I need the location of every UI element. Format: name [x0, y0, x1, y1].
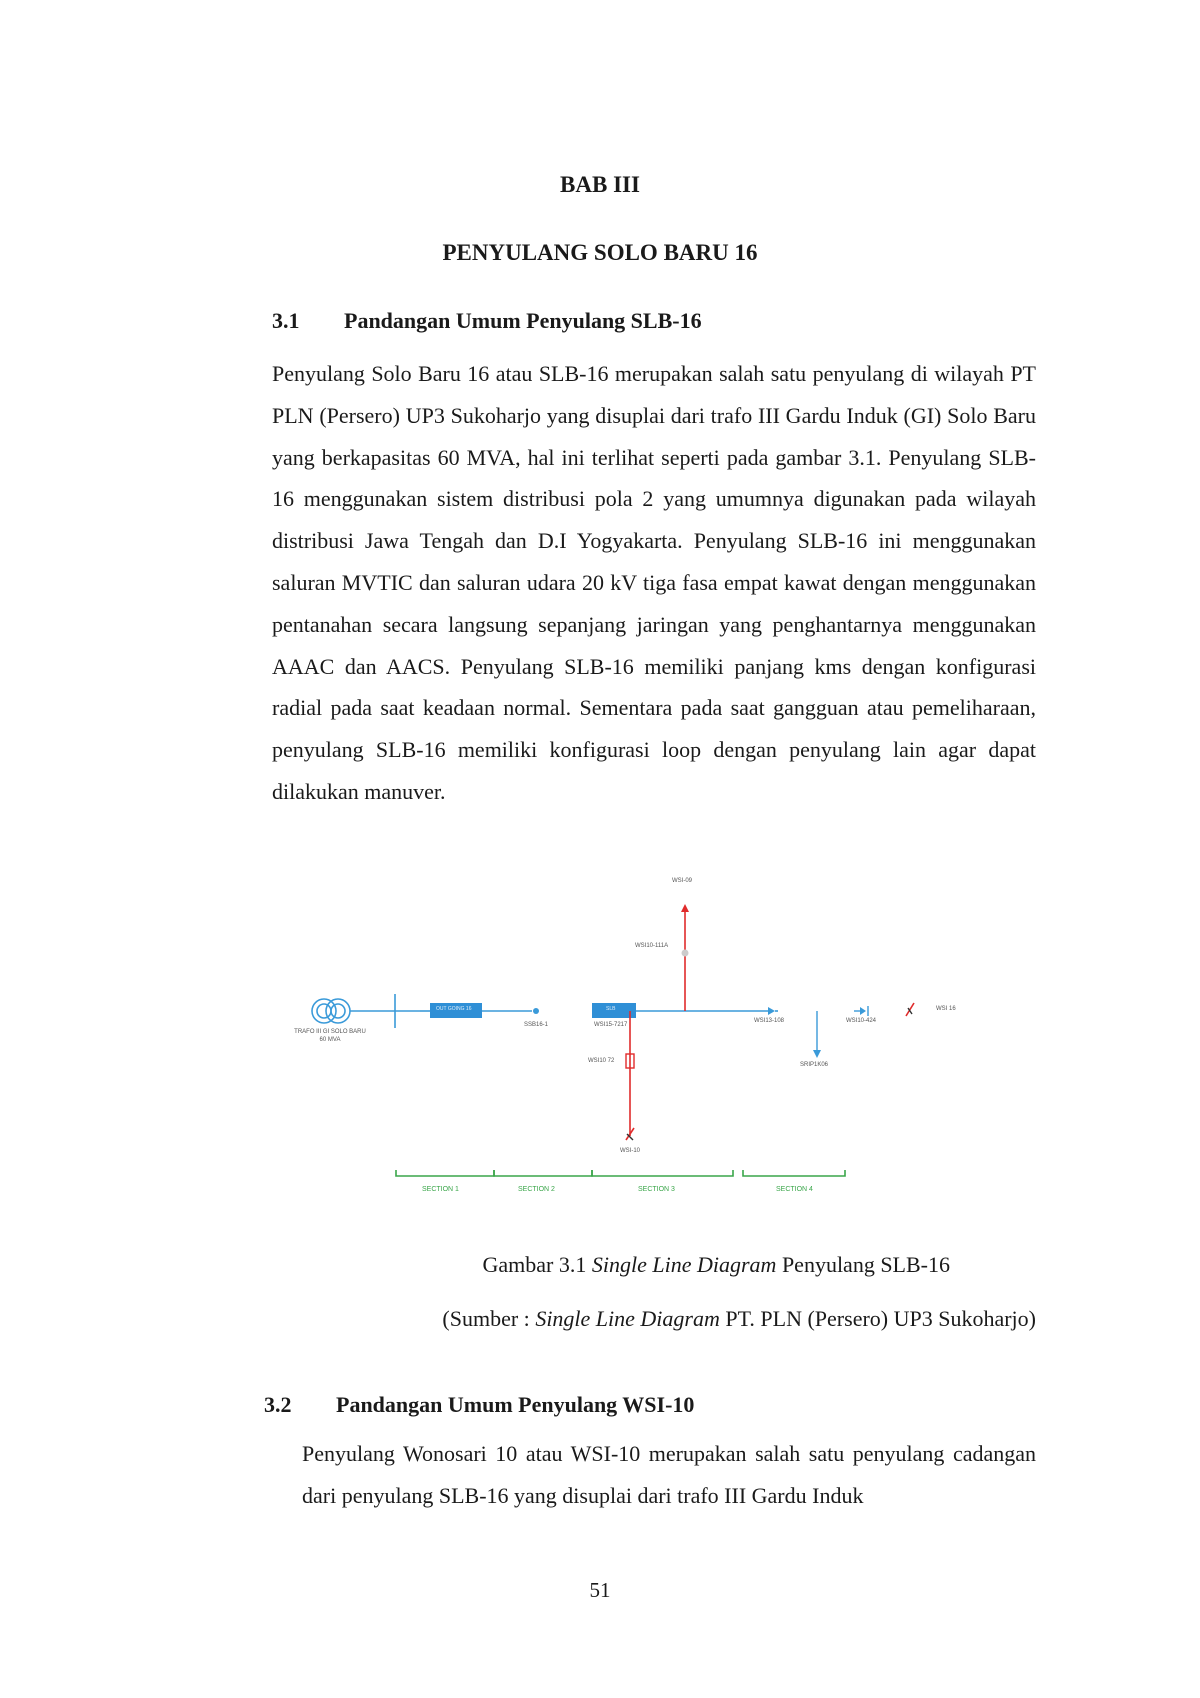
switch4-symbol [860, 1007, 866, 1015]
label-branch-down: SRIP1K06 [800, 1062, 829, 1068]
label-section-1: SECTION 1 [422, 1186, 459, 1193]
source-prefix: (Sumber : [442, 1306, 536, 1331]
figure-source [272, 1306, 1036, 1332]
label-top-switch: WSI10-111A [635, 943, 669, 949]
label-section-3: SECTION 3 [638, 1186, 675, 1193]
label-trafo [280, 1028, 380, 1044]
label-switch1: SSB16-1 [524, 1022, 549, 1028]
label-trafo-name: TRAFO III GI SOLO BARU [294, 1029, 366, 1035]
label-top-end: WSI-09 [672, 878, 693, 884]
caption-italic: Single Line Diagram [591, 1252, 777, 1277]
switch1-symbol [533, 1008, 539, 1014]
section-heading-3-1 [272, 308, 702, 334]
label-bottom-end: WSI-10 [620, 1148, 641, 1154]
section-number: 3.1 [272, 308, 300, 333]
caption-suffix: Penyulang SLB-16 [776, 1252, 950, 1277]
label-switch2: WSI15-7217 [594, 1022, 628, 1028]
arrow-down-icon [813, 1050, 821, 1058]
label-section-2: SECTION 2 [518, 1186, 555, 1193]
source-suffix: PT. PLN (Persero) UP3 Sukoharjo) [719, 1306, 1036, 1331]
label-switch4: WSI10-424 [846, 1018, 877, 1024]
label-feeder-box: SLB [606, 1006, 616, 1012]
page-number: 51 [589, 1578, 611, 1602]
chapter-label: BAB III [560, 172, 640, 197]
label-red-switch: WSI10 72 [588, 1058, 615, 1064]
section-heading-3-2 [264, 1392, 694, 1418]
section-title: Pandangan Umum Penyulang SLB-16 [344, 308, 702, 333]
label-outgoing: OUT GOING 16 [436, 1006, 472, 1012]
section-paragraph-3-1: Penyulang Solo Baru 16 atau SLB-16 merupakan salah satu penyulang di wilayah PT PLN (Persero) UP3 Sukoharjo yang disuplai dari trafo III Gardu Induk (GI) Solo Baru yang berkapasitas 60 MVA, hal ini terlihat seperti pada gambar 3.1. Penyulang SLB-16 menggunakan sistem distribusi pola 2 yang umumnya digunakan pada wilayah distribusi Jawa Tengah dan D.I Yogyakarta. Penyulang SLB-16 ini menggunakan saluran MVTIC dan saluran udara 20 kV tiga fasa empat kawat dengan menggunakan pentanahan secara langsung sepanjang jaringan yang penghantarnya menggunakan AAAC dan AACS. Penyulang SLB-16 memiliki panjang kms dengan konfigurasi radial pada saat keadaan normal. Sementara pada saat gangguan atau pemeliharaan, penyulang SLB-16 memiliki konfigurasi loop dengan penyulang lain agar dapat dilakukan manuver. [272, 361, 1036, 804]
open-switch-right-icon [906, 1003, 914, 1016]
chapter-title: PENYULANG SOLO BARU 16 [442, 240, 758, 265]
section-title: Pandangan Umum Penyulang WSI-10 [336, 1392, 695, 1417]
arrow-up-icon [681, 904, 689, 912]
label-right-end: WSI 16 [936, 1006, 956, 1012]
source-italic: Single Line Diagram [535, 1306, 720, 1331]
caption-prefix: Gambar 3.1 [482, 1252, 592, 1277]
switch3-symbol [768, 1007, 775, 1015]
section-number: 3.2 [264, 1392, 292, 1417]
label-section-4: SECTION 4 [776, 1186, 813, 1193]
single-line-diagram [270, 878, 1030, 1198]
label-switch3: WSI13-108 [754, 1018, 785, 1024]
figure-caption [272, 1252, 950, 1278]
section-brackets [396, 1170, 845, 1176]
diagram-svg [270, 878, 1030, 1198]
top-switch-symbol [682, 950, 689, 957]
section-paragraph-3-2: Penyulang Wonosari 10 atau WSI-10 merupakan salah satu penyulang cadangan dari penyulang SLB-16 yang disuplai dari trafo III Gardu Induk [302, 1441, 1036, 1508]
transformer-symbol [312, 999, 350, 1023]
label-trafo-capacity: 60 MVA [319, 1037, 341, 1043]
